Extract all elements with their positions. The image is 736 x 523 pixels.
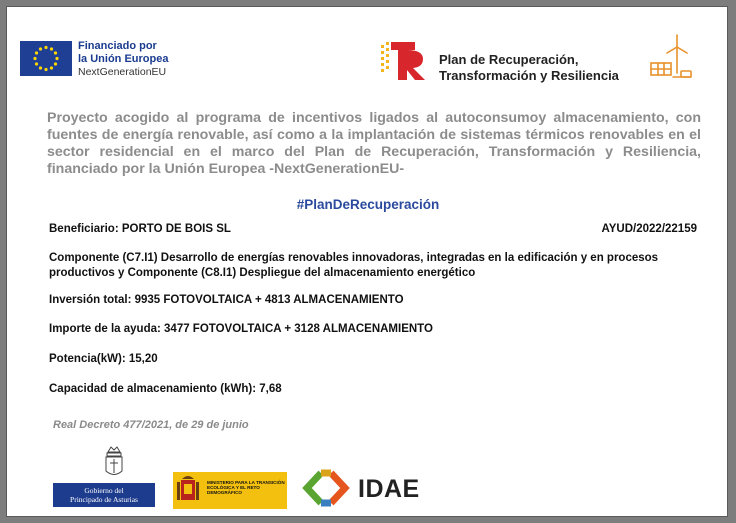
beneficiary: Beneficiario: PORTO DE BOIS SL <box>49 223 231 235</box>
eu-line-2: la Unión Europea <box>78 53 169 65</box>
file-reference: AYUD/2022/22159 <box>601 223 697 235</box>
project-description: Proyecto acogido al programa de incentivos ligados al autoconsumoy almacenamiento, con fuentes de energía renovable, así como a la implantación de sistemas térmicos renovables en el sector residencial en el marco del Plan de Recuperación, Transformación y Resiliencia, financiado por la Unión Europea -NextGenerationEU- <box>47 110 701 177</box>
total-investment: Inversión total: 9935 FOTOVOLTAICA + 4813 ALMACENAMIENTO <box>49 294 404 306</box>
eu-funding-label <box>78 40 168 79</box>
eu-line-1: Financiado por <box>78 40 157 52</box>
plan-recuperacion-label <box>439 52 619 84</box>
idae-logo-icon <box>297 469 355 507</box>
spain-coat-of-arms-icon <box>173 472 203 509</box>
idae-label: IDAE <box>358 475 420 503</box>
plan-line-2: Transformación y Resiliencia <box>439 68 619 83</box>
plan-line-1: Plan de Recuperación, <box>439 52 579 67</box>
storage-capacity: Capacidad de almacenamiento (kWh): 7,68 <box>49 383 282 395</box>
asturias-line-1: Gobierno del <box>84 486 124 495</box>
eu-flag-icon <box>20 41 72 76</box>
eu-line-3: NextGenerationEU <box>78 66 167 78</box>
component-description: Componente (C7.I1) Desarrollo de energías renovables innovadoras, integradas en la edificación y en procesos productivos y Componente (C8.I1) Despliegue del almacenamiento energético <box>49 252 659 279</box>
asturias-crest-icon <box>103 445 125 479</box>
royal-decree: Real Decreto 477/2021, de 29 de junio <box>53 419 249 431</box>
plan-recuperacion-logo-icon <box>379 39 429 83</box>
asturias-line-2: Principado de Asturias <box>70 495 138 504</box>
ministerio-label: MINISTERIO PARA LA TRANSICIÓN ECOLÓGICA Y EL RETO DEMOGRÁFICO <box>207 480 285 496</box>
aid-amount: Importe de la ayuda: 3477 FOTOVOLTAICA + 3128 ALMACENAMIENTO <box>49 323 433 335</box>
subsidy-poster <box>6 6 728 517</box>
hashtag: #PlanDeRecuperación <box>296 197 440 212</box>
asturias-government-logo <box>53 483 155 507</box>
wind-solar-icon <box>647 33 695 83</box>
power-rating: Potencia(kW): 15,20 <box>49 353 158 365</box>
